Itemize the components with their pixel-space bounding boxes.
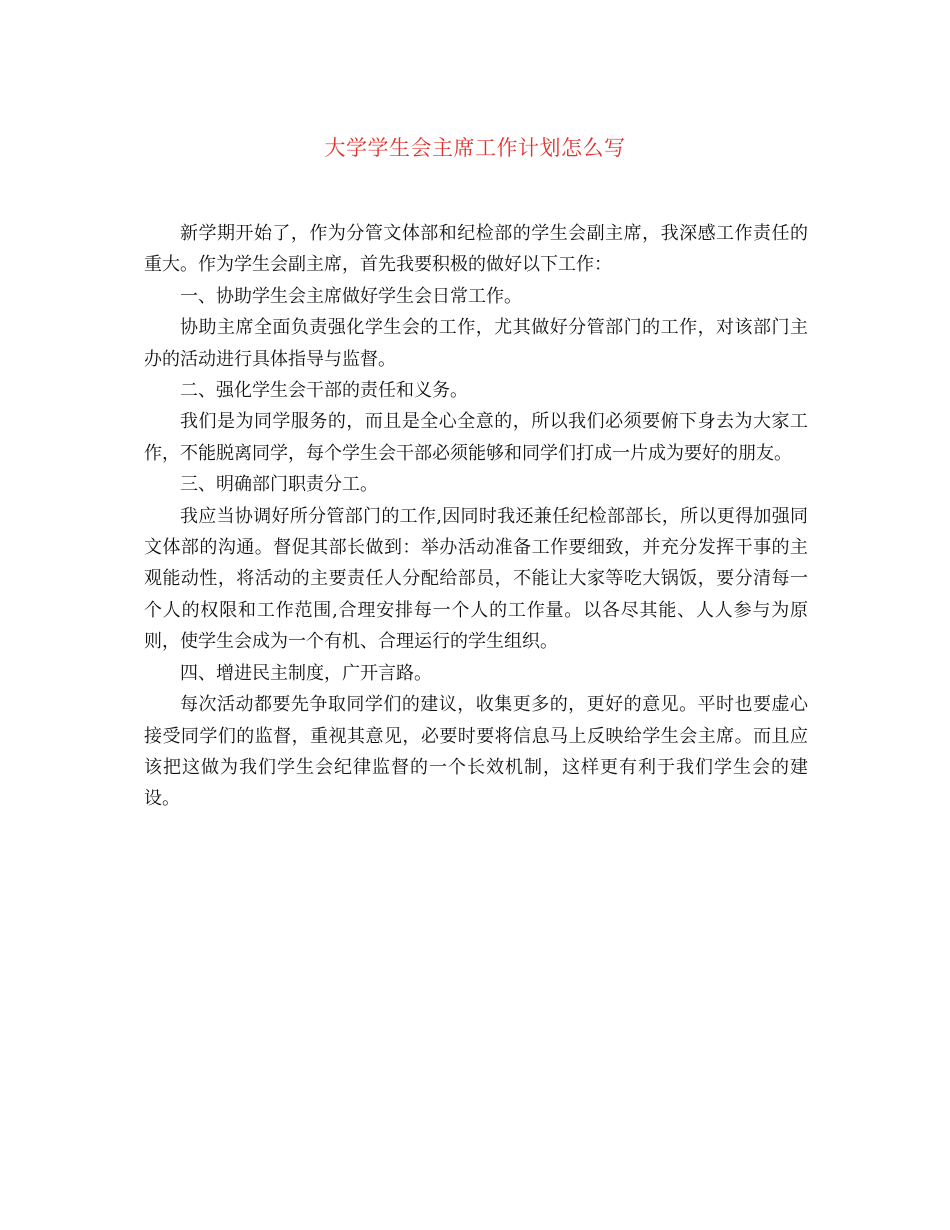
document-body [144, 218, 808, 815]
section-heading-4: 四、增进民主制度，广开言路。 [180, 662, 432, 684]
section-paragraph-2: 我们是为同学服务的，而且是全心全意的，所以我们必须要俯下身去为大家工作，不能脱离同学，每个学生会干部必须能够和同学们打成一片成为要好的朋友。 [144, 411, 808, 464]
section-paragraph-1: 协助主席全面负责强化学生会的工作，尤其做好分管部门的工作，对该部门主办的活动进行具体指导与监督。 [144, 317, 808, 370]
section-heading-1: 一、协助学生会主席做好学生会日常工作。 [180, 285, 522, 307]
section-heading-2: 二、强化学生会干部的责任和义务。 [180, 380, 468, 402]
section-heading-3: 三、明确部门职责分工。 [180, 474, 378, 496]
intro-paragraph: 新学期开始了，作为分管文体部和纪检部的学生会副主席，我深感工作责任的重大。作为学生会副主席，首先我要积极的做好以下工作： [144, 223, 808, 276]
section-paragraph-3: 我应当协调好所分管部门的工作,因同时我还兼任纪检部部长，所以更得加强同文体部的沟通。督促其部长做到：举办活动准备工作要细致，并充分发挥干事的主观能动性，将活动的主要责任人分配给部员，不能让大家等吃大锅饭，要分清每一个人的权限和工作范围,合理安排每一个人的工作量。以各尽其能、人人参与为原则，使学生会成为一个有机、合理运行的学生组织。 [144, 505, 808, 653]
document-title: 大学学生会主席工作计划怎么写 [324, 136, 626, 160]
section-paragraph-4: 每次活动都要先争取同学们的建议，收集更多的，更好的意见。平时也要虚心接受同学们的监督，重视其意见，必要时要将信息马上反映给学生会主席。而且应该把这做为我们学生会纪律监督的一个长效机制，这样更有利于我们学生会的建设。 [144, 694, 808, 810]
